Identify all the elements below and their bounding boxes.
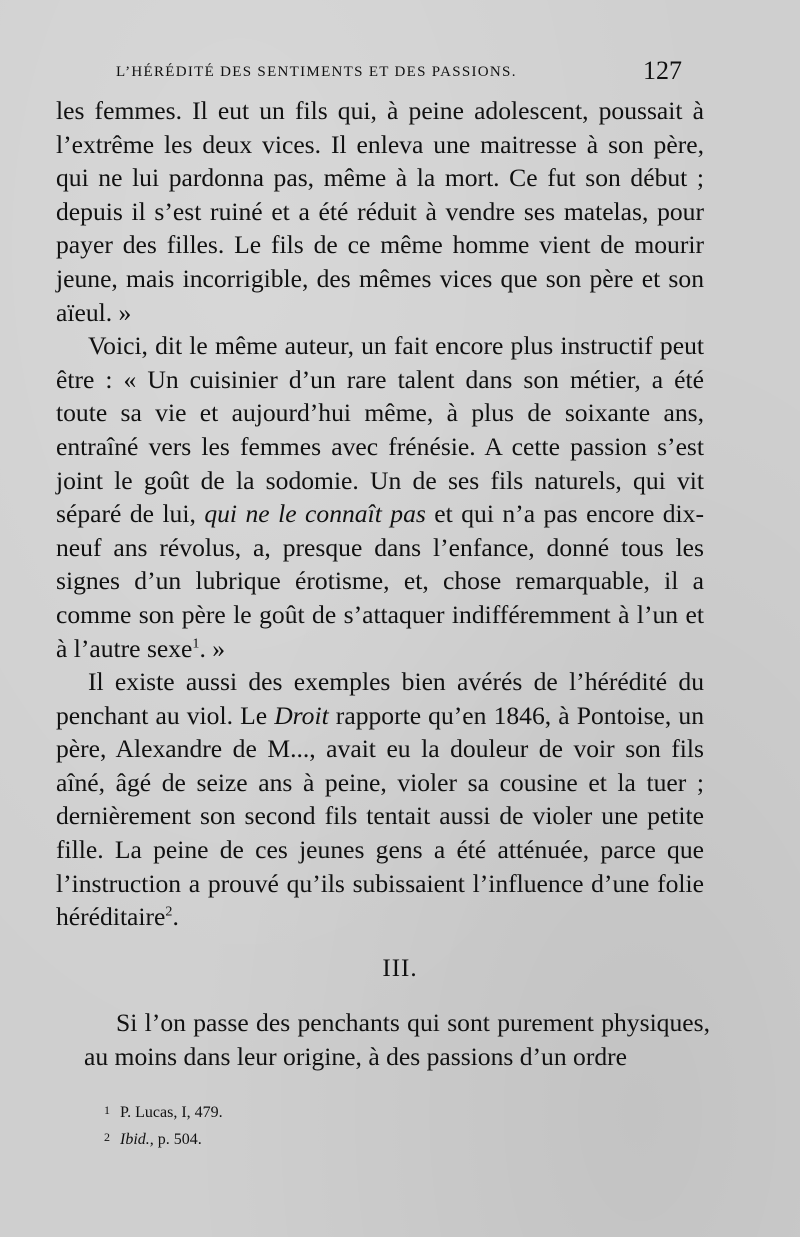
text-run: . »: [199, 633, 226, 663]
paragraph: [56, 665, 704, 934]
main-text: [56, 94, 704, 934]
text-run: et qui n’a pas encore dix-neuf ans révolus, a, presque dans l’enfance, donné tous les signes d’un lubrique érotisme, et, chose remarquable, il a comme son père le goût de s’attaquer indifféremment à l’un et à l’autre sexe: [56, 499, 704, 663]
footnote-mark: 2: [104, 1130, 110, 1144]
italic-run: qui ne le connaît pas: [204, 499, 426, 529]
footnote-ref: 1: [192, 634, 200, 651]
text-run: Il existe aussi des exemples bien avérés de l’hérédité du penchant au viol. Le: [56, 667, 704, 730]
section-text: [84, 1006, 710, 1074]
text-run: les femmes. Il eut un fils qui, à peine adolescent, poussait à l’extrême les deux vices. Il enleva une maitresse à son père, qui ne lui pardonna pas, même à la mort. Ce fut son début ; depuis il s’est ruiné et a été réduit à vendre ses matelas, pour payer des filles. Le fils de ce même homme vient de mourir jeune, mais incorrigible, des mêmes vices que son père et son aïeul. »: [56, 96, 704, 327]
page-number: 127: [643, 56, 682, 85]
running-head: [116, 56, 682, 90]
paragraph: [56, 329, 704, 665]
footnote: [104, 1098, 604, 1125]
footnote: [104, 1125, 604, 1152]
footnote-text: p. 504.: [153, 1131, 202, 1148]
text-run: rapporte qu’en 1846, à Pontoise, un père, Alexandre de M..., avait eu la douleur de voir son fils aîné, âgé de seize ans à peine, violer sa cousine et la tuer ; dernièrement son second fils tentait aussi de violer une petite fille. La peine de ces jeunes gens a été atténuée, parce que l’instruction a prouvé qu’ils subissaient l’influence d’une folie héréditaire: [56, 700, 704, 932]
paragraph: [56, 94, 704, 329]
running-title: L’HÉRÉDITÉ DES SENTIMENTS ET DES PASSIONS.: [116, 64, 517, 80]
footnotes: [104, 1098, 604, 1152]
section-heading: III.: [382, 955, 418, 982]
footnote-italic: Ibid.,: [120, 1131, 154, 1148]
footnote-mark: 1: [104, 1103, 110, 1117]
paragraph: Si l’on passe des penchants qui sont purement physiques, au moins dans leur origine, à des passions d’un ordre: [84, 1008, 710, 1071]
italic-run: Droit: [274, 700, 329, 730]
footnote-text: P. Lucas, I, 479.: [120, 1104, 223, 1121]
text-run: Voici, dit le même auteur, un fait encore plus instructif peut être : « Un cuisinier d’un rare talent dans son métier, a été toute sa vie et aujourd’hui même, à plus de soixante ans, entraîné vers les femmes avec frénésie. A cette passion s’est joint le goût de la sodomie. Un de ses fils naturels, qui vit séparé de lui,: [56, 331, 704, 529]
footnote-ref: 2: [165, 903, 173, 920]
text-run: .: [172, 902, 179, 932]
